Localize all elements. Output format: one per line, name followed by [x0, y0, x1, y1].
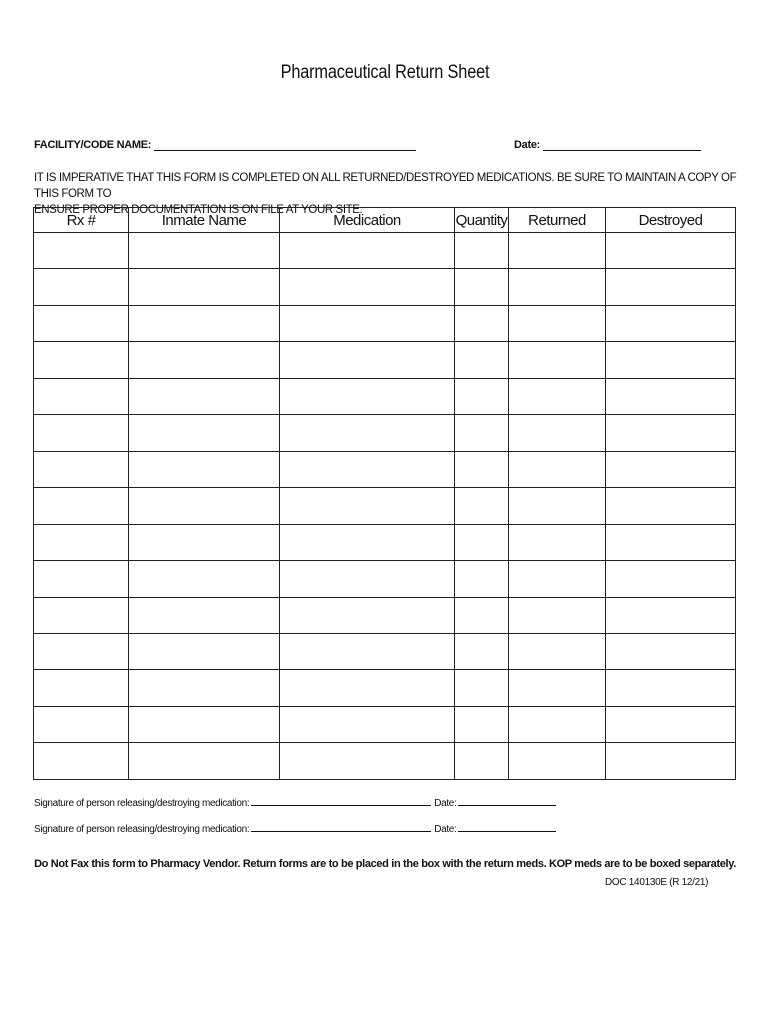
cell-destroyed[interactable] — [606, 524, 736, 560]
cell-destroyed[interactable] — [606, 269, 736, 305]
cell-destroyed[interactable] — [606, 561, 736, 597]
cell-inmate-name[interactable] — [129, 415, 280, 451]
cell-returned[interactable] — [509, 233, 606, 269]
table-row — [34, 233, 736, 269]
cell-medication[interactable] — [280, 633, 455, 669]
document-code: DOC 140130E (R 12/21) — [605, 877, 709, 888]
cell-medication[interactable] — [280, 670, 455, 706]
column-header-destroyed: Destroyed — [606, 208, 736, 233]
cell-returned[interactable] — [509, 269, 606, 305]
cell-returned[interactable] — [509, 743, 606, 780]
cell-quantity[interactable] — [455, 415, 509, 451]
cell-quantity[interactable] — [455, 488, 509, 524]
cell-rx[interactable] — [34, 561, 129, 597]
table-row — [34, 305, 736, 341]
column-header-inmate-name: Inmate Name — [129, 208, 280, 233]
cell-rx[interactable] — [34, 597, 129, 633]
cell-inmate-name[interactable] — [129, 378, 280, 414]
cell-inmate-name[interactable] — [129, 670, 280, 706]
cell-rx[interactable] — [34, 269, 129, 305]
cell-medication[interactable] — [280, 706, 455, 742]
cell-returned[interactable] — [509, 488, 606, 524]
signature-line-1 — [34, 796, 559, 809]
table-row — [34, 342, 736, 378]
cell-returned[interactable] — [509, 415, 606, 451]
cell-medication[interactable] — [280, 305, 455, 341]
cell-inmate-name[interactable] — [129, 633, 280, 669]
cell-returned[interactable] — [509, 451, 606, 487]
cell-rx[interactable] — [34, 633, 129, 669]
cell-returned[interactable] — [509, 561, 606, 597]
cell-rx[interactable] — [34, 451, 129, 487]
cell-rx[interactable] — [34, 706, 129, 742]
cell-destroyed[interactable] — [606, 633, 736, 669]
cell-destroyed[interactable] — [606, 378, 736, 414]
signature-date-input-line[interactable] — [458, 822, 556, 832]
table-header-row — [34, 208, 736, 233]
facility-label: FACILITY/CODE NAME: — [34, 139, 152, 151]
cell-returned[interactable] — [509, 706, 606, 742]
table-row — [34, 378, 736, 414]
cell-medication[interactable] — [280, 743, 455, 780]
table-row — [34, 706, 736, 742]
signature-label: Signature of person releasing/destroying medication: — [34, 798, 250, 809]
cell-inmate-name[interactable] — [129, 305, 280, 341]
table-body — [34, 233, 736, 780]
cell-medication[interactable] — [280, 524, 455, 560]
cell-quantity[interactable] — [455, 378, 509, 414]
page-title: Pharmaceutical Return Sheet — [280, 62, 490, 83]
table-row — [34, 415, 736, 451]
table-row — [34, 488, 736, 524]
table-row — [34, 561, 736, 597]
cell-destroyed[interactable] — [606, 451, 736, 487]
facility-field — [34, 139, 416, 151]
cell-quantity[interactable] — [455, 342, 509, 378]
cell-rx[interactable] — [34, 305, 129, 341]
footer-note: Do Not Fax this form to Pharmacy Vendor. Return forms are to be placed in the box with the return meds. KOP meds are to be boxed separately. — [34, 858, 736, 870]
cell-inmate-name[interactable] — [129, 488, 280, 524]
cell-returned[interactable] — [509, 378, 606, 414]
date-label: Date: — [514, 139, 541, 151]
cell-inmate-name[interactable] — [129, 743, 280, 780]
cell-quantity[interactable] — [455, 269, 509, 305]
cell-inmate-name[interactable] — [129, 706, 280, 742]
signature-date-label: Date: — [434, 824, 457, 835]
cell-quantity[interactable] — [455, 743, 509, 780]
table-row — [34, 597, 736, 633]
signature-date-label: Date: — [434, 798, 457, 809]
table-row — [34, 451, 736, 487]
cell-quantity[interactable] — [455, 451, 509, 487]
cell-quantity[interactable] — [455, 305, 509, 341]
notice-line-2: ENSURE PROPER DOCUMENTATION IS ON FILE AT YOUR SITE. — [34, 204, 363, 216]
cell-inmate-name[interactable] — [129, 269, 280, 305]
cell-returned[interactable] — [509, 597, 606, 633]
signature-input-line[interactable] — [251, 796, 431, 806]
cell-rx[interactable] — [34, 743, 129, 780]
return-table — [33, 207, 736, 780]
table-row — [34, 670, 736, 706]
cell-medication[interactable] — [280, 451, 455, 487]
cell-inmate-name[interactable] — [129, 451, 280, 487]
cell-medication[interactable] — [280, 597, 455, 633]
cell-medication[interactable] — [280, 415, 455, 451]
cell-medication[interactable] — [280, 488, 455, 524]
cell-inmate-name[interactable] — [129, 524, 280, 560]
table-row — [34, 524, 736, 560]
cell-quantity[interactable] — [455, 233, 509, 269]
cell-medication[interactable] — [280, 233, 455, 269]
signature-input-line[interactable] — [251, 822, 431, 832]
column-header-quantity: Quantity — [455, 208, 509, 233]
date-input-line[interactable] — [543, 139, 701, 151]
cell-returned[interactable] — [509, 342, 606, 378]
cell-rx[interactable] — [34, 670, 129, 706]
cell-rx[interactable] — [34, 378, 129, 414]
cell-returned[interactable] — [509, 633, 606, 669]
cell-rx[interactable] — [34, 488, 129, 524]
notice-line-1: IT IS IMPERATIVE THAT THIS FORM IS COMPLETED ON ALL RETURNED/DESTROYED MEDICATIONS. BE SURE TO MAINTAIN A COPY OF THIS FORM TO — [34, 172, 737, 200]
cell-destroyed[interactable] — [606, 415, 736, 451]
cell-rx[interactable] — [34, 415, 129, 451]
cell-destroyed[interactable] — [606, 233, 736, 269]
signature-line-2 — [34, 822, 559, 835]
cell-rx[interactable] — [34, 342, 129, 378]
cell-inmate-name[interactable] — [129, 342, 280, 378]
cell-destroyed[interactable] — [606, 305, 736, 341]
cell-destroyed[interactable] — [606, 743, 736, 780]
date-field — [514, 139, 701, 151]
cell-returned[interactable] — [509, 670, 606, 706]
cell-quantity[interactable] — [455, 706, 509, 742]
column-header-returned: Returned — [509, 208, 606, 233]
cell-destroyed[interactable] — [606, 670, 736, 706]
cell-inmate-name[interactable] — [129, 561, 280, 597]
column-header-medication: Medication — [280, 208, 455, 233]
cell-medication[interactable] — [280, 378, 455, 414]
cell-destroyed[interactable] — [606, 342, 736, 378]
column-header-rx: Rx # — [34, 208, 129, 233]
cell-rx[interactable] — [34, 233, 129, 269]
facility-input-line[interactable] — [154, 139, 416, 151]
cell-quantity[interactable] — [455, 524, 509, 560]
cell-medication[interactable] — [280, 342, 455, 378]
cell-destroyed[interactable] — [606, 597, 736, 633]
cell-inmate-name[interactable] — [129, 233, 280, 269]
table-row — [34, 269, 736, 305]
cell-quantity[interactable] — [455, 633, 509, 669]
cell-destroyed[interactable] — [606, 488, 736, 524]
cell-returned[interactable] — [509, 524, 606, 560]
signature-label: Signature of person releasing/destroying medication: — [34, 824, 250, 835]
cell-quantity[interactable] — [455, 561, 509, 597]
cell-returned[interactable] — [509, 305, 606, 341]
signature-date-input-line[interactable] — [458, 796, 556, 806]
cell-medication[interactable] — [280, 269, 455, 305]
cell-medication[interactable] — [280, 561, 455, 597]
cell-destroyed[interactable] — [606, 706, 736, 742]
cell-quantity[interactable] — [455, 597, 509, 633]
table-row — [34, 633, 736, 669]
cell-rx[interactable] — [34, 524, 129, 560]
table-row — [34, 743, 736, 780]
cell-inmate-name[interactable] — [129, 597, 280, 633]
cell-quantity[interactable] — [455, 670, 509, 706]
